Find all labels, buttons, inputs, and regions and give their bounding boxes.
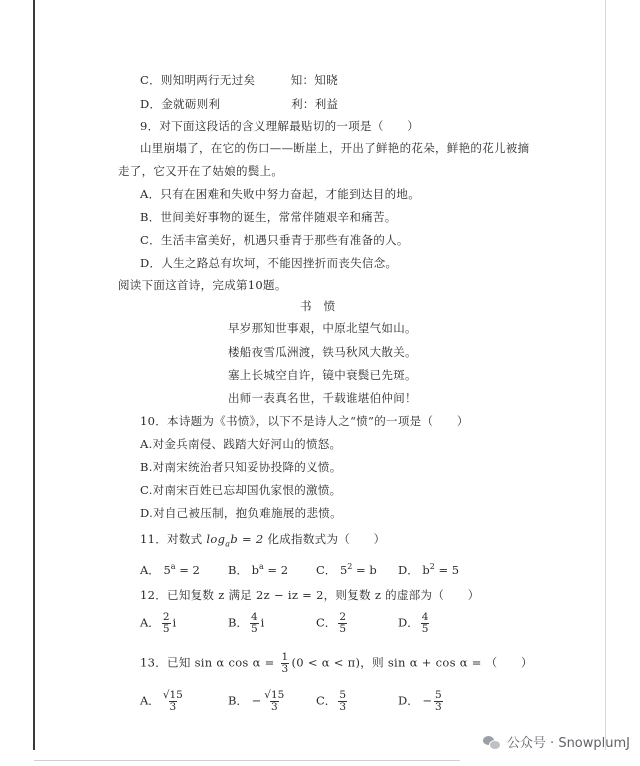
q12-d-den: 5 xyxy=(421,623,429,635)
wechat-icon xyxy=(483,735,501,749)
q13-c-den: 3 xyxy=(339,701,346,713)
q9-option-a: A．只有在困难和失败中努力奋起，才能到达目的地。 xyxy=(140,187,421,201)
q13-a-fraction xyxy=(162,690,184,713)
q11-a-base: A． 5 xyxy=(140,563,171,577)
q13-b-fraction xyxy=(263,690,285,713)
q12-d-num: 4 xyxy=(421,611,429,623)
q13-b-num: √15 xyxy=(264,689,285,701)
reading-instruction: 阅读下面这首诗，完成第10题。 xyxy=(118,278,287,292)
q13-b-label: B． − xyxy=(228,693,262,708)
q12-b-den: 5 xyxy=(250,623,258,635)
q12-a-label: A． xyxy=(140,615,160,630)
q13-den: 3 xyxy=(281,663,289,675)
q11-prefix: 11．对数式 xyxy=(140,532,203,546)
q13-a-label: A． xyxy=(140,693,160,708)
q11-a-exp: a xyxy=(170,562,176,572)
q11-c-exp: 2 xyxy=(347,562,353,572)
q13-suffix: (0 < α < π)，则 sin α + cos α = （ ） xyxy=(291,655,533,670)
option-c-prev: C．则知明两行无过矣 知：知晓 xyxy=(140,73,338,87)
q12-a-suffix: i xyxy=(172,615,177,630)
q12-b-num: 4 xyxy=(250,611,258,623)
q12-option-a xyxy=(140,612,176,635)
q11-option-d xyxy=(398,562,459,578)
q12-a-num: 2 xyxy=(162,611,170,623)
page-right-border xyxy=(605,0,606,750)
q13-c-label: C． xyxy=(316,693,337,708)
poem-line-4: 出师一表真名世，千载谁堪伯仲间！ xyxy=(228,391,417,405)
poem-line-3: 塞上长城空自许，镜中衰鬓已先斑。 xyxy=(228,368,417,382)
watermark xyxy=(483,732,630,751)
q12-c-fraction xyxy=(338,612,347,635)
q12-option-c xyxy=(316,612,349,635)
q12-c-num: 2 xyxy=(339,611,346,623)
q11-log xyxy=(206,532,264,549)
q11-b-rest: = 2 xyxy=(263,563,289,577)
q9-passage-line-2: 走了，它又开在了姑娘的鬓上。 xyxy=(118,164,284,178)
q12-a-den: 5 xyxy=(162,623,170,635)
q13-prefix: 13．已知 sin α cos α = xyxy=(140,655,279,670)
q11-b-base: B． b xyxy=(228,563,259,577)
q11-option-c xyxy=(316,562,377,578)
q13-option-a xyxy=(140,690,186,713)
q11-d-base: D． b xyxy=(398,563,430,577)
q11-d-exp: 2 xyxy=(429,562,435,572)
q11-b-exp: a xyxy=(258,562,264,572)
question-13 xyxy=(140,652,533,675)
option-d-prev: D．金就砺则利 利：利益 xyxy=(140,97,339,111)
q13-option-b xyxy=(228,690,287,713)
q11-log-base: a xyxy=(225,539,231,549)
q10-option-b: B.对南宋统治者只知妥协投降的义愤。 xyxy=(140,460,342,474)
q10-option-c: C.对南宋百姓已忘却国仇家恨的激愤。 xyxy=(140,483,342,497)
q13-b-den: 3 xyxy=(270,701,278,713)
poem-title: 书 愤 xyxy=(300,299,336,313)
q11-c-rest: = b xyxy=(352,563,377,577)
q12-b-suffix: i xyxy=(260,615,265,630)
question-10: 10．本诗题为《书愤》，以下不是诗人之“愤”的一项是（ ） xyxy=(140,414,469,428)
q11-c-base: C． 5 xyxy=(316,563,348,577)
question-9: 9．对下面这段话的含义理解最贴切的一项是（ ） xyxy=(140,119,420,133)
q11-d-rest: = 5 xyxy=(434,563,460,577)
q11-option-b xyxy=(228,562,288,578)
page-bottom-rule xyxy=(34,760,460,761)
q9-option-c: C．生活丰富美好，机遇只垂青于那些有准备的人。 xyxy=(140,233,409,247)
q13-c-num: 5 xyxy=(339,689,346,701)
q13-a-den: 3 xyxy=(169,701,177,713)
q10-option-d: D.对自己被压制，抱负难施展的悲愤。 xyxy=(140,506,342,520)
q13-d-num: 5 xyxy=(435,689,442,701)
question-12: 12．已知复数 z 满足 2z − iz = 2，则复数 z 的虚部为（ ） xyxy=(140,588,480,602)
q12-b-label: B． xyxy=(228,615,248,630)
q12-c-den: 5 xyxy=(339,623,346,635)
q12-a-fraction xyxy=(162,612,171,635)
q11-a-rest: = 2 xyxy=(175,563,200,577)
poem-line-2: 楼船夜雪瓜洲渡，铁马秋风大散关。 xyxy=(228,345,417,359)
q12-c-label: C． xyxy=(316,615,337,630)
q10-option-a: A.对金兵南侵、践踏大好河山的愤怒。 xyxy=(140,437,342,451)
q13-num: 1 xyxy=(281,651,289,663)
q9-passage-line-1: 山里崩塌了，在它的伤口——断崖上，开出了鲜艳的花朵，鲜艳的花儿被摘 xyxy=(140,141,530,155)
q11-log-text: log xyxy=(206,532,226,546)
q12-d-fraction xyxy=(421,612,430,635)
q13-d-label: D． − xyxy=(398,693,433,708)
q13-a-num: √15 xyxy=(162,689,183,701)
page-left-border xyxy=(33,0,35,750)
q13-option-d xyxy=(398,690,445,713)
q11-option-a xyxy=(140,562,200,578)
q9-option-b: B．世间美好事物的诞生，常常伴随艰辛和痛苦。 xyxy=(140,210,397,224)
q12-option-b xyxy=(228,612,264,635)
q13-c-fraction xyxy=(338,690,347,713)
watermark-text: 公众号 · SnowplumJ xyxy=(506,736,630,751)
q9-option-d: D．人生之路总有坎坷，不能因挫折而丧失信念。 xyxy=(140,256,398,270)
q12-option-d xyxy=(398,612,431,635)
q13-fraction xyxy=(281,652,290,675)
q11-suffix: 化成指数式为（ ） xyxy=(267,532,386,546)
q11-log-rest: b = 2 xyxy=(230,532,264,546)
q13-d-den: 3 xyxy=(435,701,442,713)
poem-line-1: 早岁那知世事艰，中原北望气如山。 xyxy=(228,321,417,335)
q12-d-label: D． xyxy=(398,615,419,630)
q12-b-fraction xyxy=(250,612,259,635)
q13-option-c xyxy=(316,690,349,713)
q13-d-fraction xyxy=(434,690,443,713)
question-11 xyxy=(140,531,385,548)
